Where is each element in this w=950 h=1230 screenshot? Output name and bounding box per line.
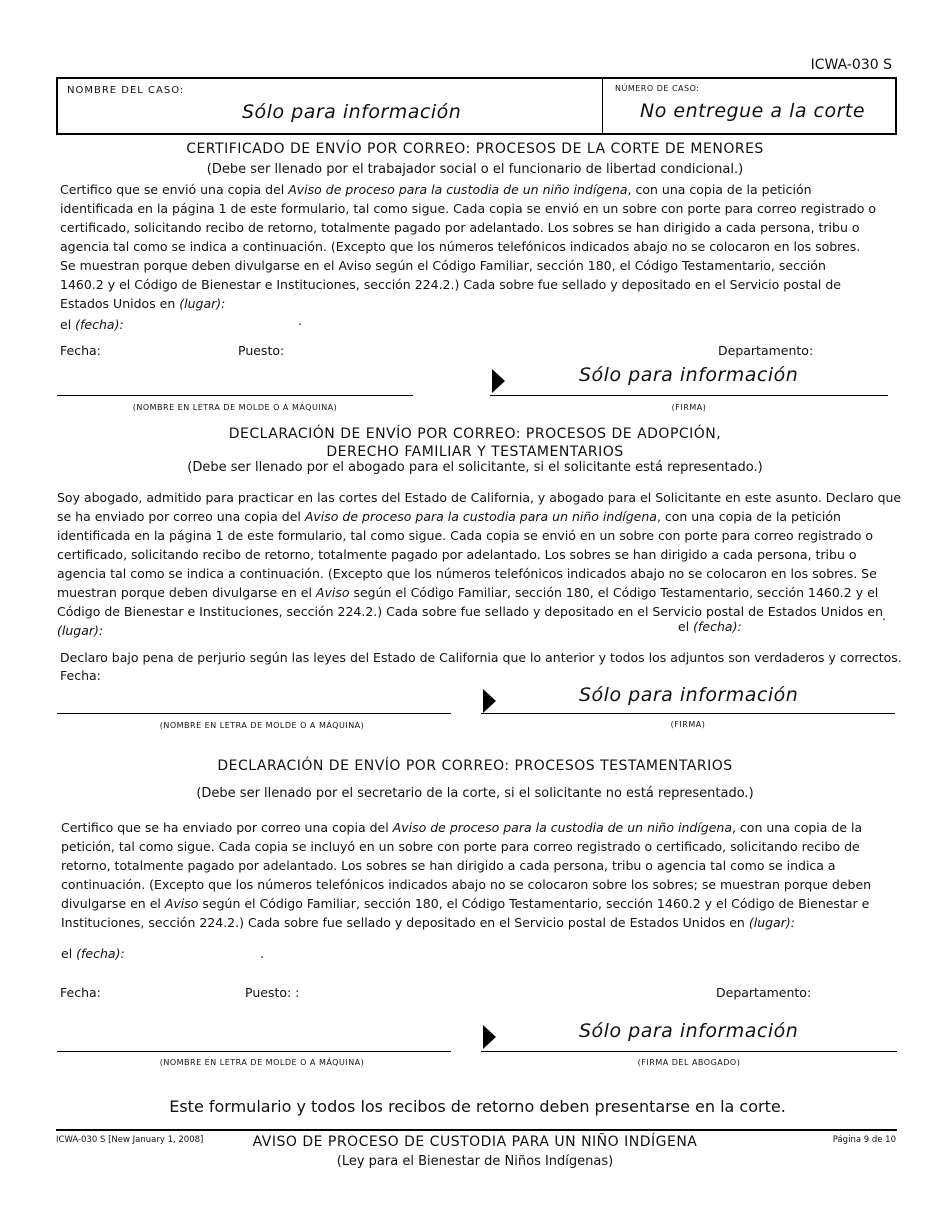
s2-text-italic: Aviso de proceso para la custodia para un niño indígena bbox=[304, 509, 657, 524]
s2-line: identificada en la página 1 de este formulario, tal como sigue. Cada copia se envió en un sobre con porte para correo registrado o bbox=[57, 528, 874, 543]
s1-line: 1460.2 y el Código de Bienestar e Instituciones, sección 224.2.) Cada sobre fue sellado y depositado en el Servicio postal de bbox=[60, 277, 841, 292]
footer-title: AVISO DE PROCESO DE CUSTODIA PARA UN NIÑO INDÍGENA bbox=[252, 1134, 698, 1150]
s2-fecha-italic: (fecha): bbox=[693, 619, 742, 634]
s2-signature-line[interactable] bbox=[481, 713, 895, 714]
section2-paragraph bbox=[57, 488, 902, 640]
s3-fecha-italic: (fecha): bbox=[76, 946, 125, 961]
s3-text: Certifico que se ha enviado por correo una copia del bbox=[61, 820, 393, 835]
s2-declaration: Declaro bajo pena de perjurio según las leyes del Estado de California que lo anterior y todos los adjuntos son verdaderos y correctos. bbox=[60, 650, 902, 665]
s1-signature-line[interactable] bbox=[490, 395, 888, 396]
s1-date-label: Fecha: bbox=[60, 343, 101, 358]
footer-subtitle: (Ley para el Bienestar de Niños Indígenas) bbox=[336, 1154, 614, 1169]
case-number-label: NÚMERO DE CASO: bbox=[615, 84, 700, 93]
s3-signature-line[interactable] bbox=[481, 1051, 897, 1052]
s1-text: Certifico que se envió una copia del bbox=[60, 182, 289, 197]
footer-notice: Este formulario y todos los recibos de retorno deben presentarse en la corte. bbox=[169, 1097, 786, 1116]
s2-el: el bbox=[678, 619, 694, 634]
s2-name-caption: (NOMBRE EN LETRA DE MOLDE O A MÁQUINA) bbox=[159, 721, 365, 730]
s1-department-label: Departamento: bbox=[718, 343, 814, 358]
s3-name-line[interactable] bbox=[57, 1051, 451, 1052]
s1-fecha-italic: (fecha): bbox=[75, 317, 124, 332]
case-box-divider bbox=[602, 79, 603, 133]
s3-signature-value[interactable]: Sólo para información bbox=[579, 1020, 799, 1042]
s3-lugar-label: (lugar): bbox=[748, 915, 795, 930]
case-name-label: NOMBRE DEL CASO: bbox=[67, 85, 185, 96]
section2-title-line2: DERECHO FAMILIAR Y TESTAMENTARIOS bbox=[326, 444, 624, 460]
s3-text: Instituciones, sección 224.2.) Cada sobre fue sellado y depositado en el Servicio postal de Estados Unidos en bbox=[61, 915, 749, 930]
s2-fecha-field bbox=[678, 619, 742, 634]
s1-line: Se muestran porque deben divulgarse en el Aviso según el Código Familiar, sección 180, el Código Testamentario, sección bbox=[60, 258, 826, 273]
s1-signature-caption: (FIRMA) bbox=[671, 403, 707, 412]
signature-arrow-icon bbox=[483, 689, 496, 713]
case-name-value[interactable]: Sólo para información bbox=[242, 101, 462, 123]
s2-text: según el Código Familiar, sección 180, el Código Testamentario, sección 1460.2 y el bbox=[349, 585, 879, 600]
signature-arrow-icon bbox=[483, 1025, 496, 1049]
s1-name-line[interactable] bbox=[57, 395, 413, 396]
s1-el: el bbox=[60, 317, 76, 332]
s3-text-italic: Aviso bbox=[164, 896, 199, 911]
form-number: ICWA-030 S bbox=[810, 57, 892, 73]
s3-text: según el Código Familiar, sección 180, el Código Testamentario, sección 1460.2 y el Código de Bienestar e bbox=[198, 896, 870, 911]
s2-period: . bbox=[882, 608, 886, 623]
s3-department-label: Departamento: bbox=[716, 985, 812, 1000]
s2-text: , con una copia de la petición bbox=[656, 509, 841, 524]
s1-text: , con una copia de la petición bbox=[627, 182, 812, 197]
s3-text-italic: Aviso de proceso para la custodia de un niño indígena bbox=[392, 820, 732, 835]
s2-signature-value[interactable]: Sólo para información bbox=[579, 684, 799, 706]
s2-line: agencia tal como se indica a continuación. (Excepto que los números telefónicos indicados abajo no se colocaron en los sobres. Se bbox=[57, 566, 877, 581]
s3-el: el bbox=[61, 946, 77, 961]
signature-arrow-icon bbox=[492, 369, 505, 393]
s2-name-line[interactable] bbox=[57, 713, 451, 714]
s2-text: muestran porque deben divulgarse en el bbox=[57, 585, 316, 600]
s3-signature-caption: (FIRMA DEL ABOGADO) bbox=[637, 1058, 741, 1067]
section3-title: DECLARACIÓN DE ENVÍO POR CORREO: PROCESOS TESTAMENTARIOS bbox=[217, 758, 733, 774]
s1-period: . bbox=[298, 313, 302, 328]
s1-lugar-label: (lugar): bbox=[179, 296, 226, 311]
s1-line: certificado, solicitando recibo de retorno, totalmente pagado por adelantado. Los sobres se han dirigido a cada persona, tribu o bbox=[60, 220, 860, 235]
s2-line: certificado, solicitando recibo de retorno, totalmente pagado por adelantado. Los sobres se han dirigido a cada persona, tribu o bbox=[57, 547, 857, 562]
s2-lugar-label: (lugar): bbox=[57, 623, 104, 638]
s1-text: Estados Unidos en bbox=[60, 296, 180, 311]
s3-date-label: Fecha: bbox=[60, 985, 101, 1000]
s3-period: . bbox=[260, 946, 264, 961]
footer-form-revision: ICWA-030 S [New January 1, 2008] bbox=[56, 1135, 204, 1145]
s3-name-caption: (NOMBRE EN LETRA DE MOLDE O A MÁQUINA) bbox=[159, 1058, 365, 1067]
section3-subtitle: (Debe ser llenado por el secretario de la corte, si el solicitante no está representado.) bbox=[196, 786, 754, 801]
s3-line: petición, tal como sigue. Cada copia se incluyó en un sobre con porte para correo registrado o certificado, solicitando recibo de bbox=[61, 839, 860, 854]
s1-line: agencia tal como se indica a continuación. (Excepto que los números telefónicos indicados abajo no se colocaron en los sobres. bbox=[60, 239, 861, 254]
s2-text: se ha enviado por correo una copia del bbox=[57, 509, 305, 524]
s2-signature-caption: (FIRMA) bbox=[670, 720, 706, 729]
s3-position-label: Puesto: : bbox=[245, 985, 300, 1000]
section1-subtitle: (Debe ser llenado por el trabajador social o el funcionario de libertad condicional.) bbox=[206, 162, 744, 177]
s1-text-italic: Aviso de proceso para la custodia de un niño indígena bbox=[288, 182, 628, 197]
case-info-box bbox=[56, 77, 897, 135]
section1-title: CERTIFICADO DE ENVÍO POR CORREO: PROCESOS DE LA CORTE DE MENORES bbox=[186, 141, 764, 157]
section3-paragraph bbox=[61, 818, 901, 932]
s2-date-label: Fecha: bbox=[60, 668, 101, 683]
s1-fecha-field bbox=[60, 317, 124, 332]
s3-text: , con una copia de la bbox=[731, 820, 863, 835]
footer-rule bbox=[56, 1129, 897, 1131]
s3-text: divulgarse en el bbox=[61, 896, 165, 911]
s1-name-caption: (NOMBRE EN LETRA DE MOLDE O A MÁQUINA) bbox=[132, 403, 338, 412]
section1-paragraph bbox=[60, 180, 900, 313]
section2-title-line1: DECLARACIÓN DE ENVÍO POR CORREO: PROCESOS DE ADOPCIÓN, bbox=[228, 426, 722, 442]
s3-line: continuación. (Excepto que los números telefónicos indicados abajo no se colocaron sobre los sobres; se muestran porque deben bbox=[61, 877, 872, 892]
case-number-value[interactable]: No entregue a la corte bbox=[640, 100, 866, 122]
s1-line: identificada en la página 1 de este formulario, tal como sigue. Cada copia se envió en un sobre con porte para correo registrado o bbox=[60, 201, 877, 216]
footer-page-number: Página 9 de 10 bbox=[832, 1135, 896, 1145]
s2-text-italic: Aviso bbox=[315, 585, 350, 600]
s1-position-label: Puesto: bbox=[238, 343, 285, 358]
s2-line: Soy abogado, admitido para practicar en las cortes del Estado de California, y abogado para el Solicitante en este asunto. Declaro que bbox=[57, 490, 902, 505]
section2-subtitle: (Debe ser llenado por el abogado para el solicitante, si el solicitante está representado.) bbox=[187, 460, 763, 475]
s1-signature-value[interactable]: Sólo para información bbox=[579, 364, 799, 386]
s3-line: retorno, totalmente pagado por adelantado. Los sobres se han dirigido a cada persona, tribu o agencia tal como se indica a bbox=[61, 858, 836, 873]
s3-fecha-field bbox=[61, 946, 125, 961]
s2-line: Código de Bienestar e Instituciones, sección 224.2.) Cada sobre fue sellado y depositado en el Servicio postal de Estados Unidos en bbox=[57, 604, 883, 619]
